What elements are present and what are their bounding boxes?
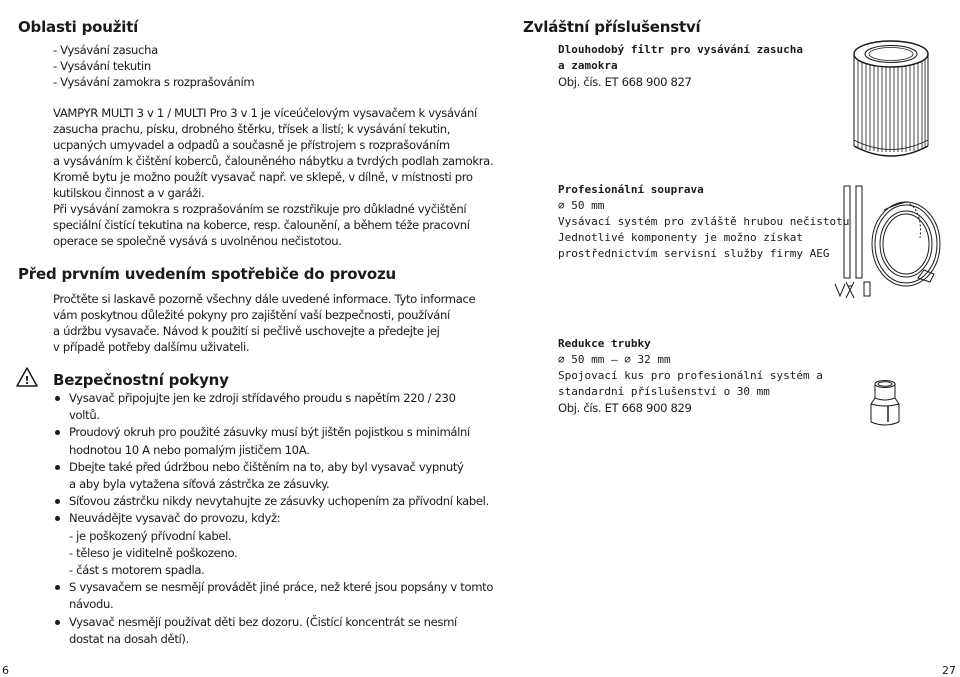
safety-continuation-line bbox=[53, 476, 493, 493]
bullet-icon bbox=[55, 430, 60, 435]
reducer-block bbox=[558, 336, 823, 416]
pro-kit-title: Profesionální souprava bbox=[558, 183, 704, 196]
bullet-icon bbox=[55, 465, 60, 470]
areas-list-item: - Vysávání zamokra s rozprašováním bbox=[53, 75, 255, 89]
pro-kit-image bbox=[826, 182, 954, 302]
safety-list bbox=[53, 390, 493, 648]
pro-kit-line: Vysávací systém pro zvláště hrubou nečistotu bbox=[558, 215, 850, 228]
bullet-icon bbox=[55, 585, 60, 590]
safety-text: a aby byla vytažena síťová zástrčka ze zásuvky. bbox=[69, 477, 330, 492]
safety-text: S vysavačem se nesmějí provádět jiné práce, než které jsou popsány v tomto bbox=[69, 580, 494, 595]
pro-kit-block bbox=[558, 182, 849, 262]
before-use-paragraph bbox=[53, 291, 475, 355]
safety-text: Dbejte také před údržbou nebo čištěním na to, aby byl vysavač vypnutý bbox=[69, 459, 464, 474]
reducer-line: Spojovací kus pro profesionální systém a bbox=[558, 369, 823, 382]
safety-bullet-item bbox=[53, 493, 493, 510]
filter-order-number: Obj. čís. ET 668 900 827 bbox=[558, 75, 692, 89]
areas-list-item: - Vysávání tekutin bbox=[53, 59, 151, 73]
safety-text: Síťovou zástrčku nikdy nevytahujte ze zásuvky uchopením za přívodní kabel. bbox=[69, 494, 489, 509]
safety-text: Vysavač připojujte jen ke zdroji střídavého proudu s napětím 220 / 230 bbox=[69, 391, 456, 405]
before-use-line: v případě potřeby dalšímu uživateli. bbox=[53, 340, 250, 354]
intro-line: kutilskou činnost a v garáži. bbox=[53, 186, 205, 200]
reducer-line: standardní příslušenství o 30 mm bbox=[558, 385, 770, 398]
intro-line: operace se společně vysává s uvolněnou nečistotou. bbox=[53, 234, 342, 248]
areas-list bbox=[53, 42, 254, 90]
reducer-pipe-image bbox=[868, 378, 902, 428]
reducer-order-number: Obj. čís. ET 668 900 829 bbox=[558, 401, 692, 415]
safety-continuation-line bbox=[53, 596, 493, 613]
safety-text: - část s motorem spadla. bbox=[69, 563, 205, 578]
reducer-line: ∅ 50 mm – ∅ 32 mm bbox=[558, 353, 671, 366]
safety-text: hodnotou 10 A nebo pomalým jističem 10A. bbox=[69, 442, 310, 457]
pro-kit-line: prostřednictvím servisní služby firmy AEG bbox=[558, 247, 830, 260]
before-use-title: Před prvním uvedením spotřebiče do provozu bbox=[18, 265, 396, 283]
filter-block bbox=[558, 42, 803, 90]
page-number-left: 6 bbox=[2, 664, 9, 677]
safety-continuation-line bbox=[53, 545, 493, 562]
safety-bullet-item bbox=[53, 390, 493, 407]
accessories-title: Zvláštní příslušenství bbox=[523, 18, 701, 36]
safety-text: Neuvádějte vysavač do provozu, když: bbox=[69, 511, 281, 526]
safety-bullet-item bbox=[53, 510, 493, 527]
before-use-line: vám poskytnou důležité pokyny pro zajištění vaší bezpečnosti, používání bbox=[53, 308, 450, 322]
intro-line: Při vysávání zamokra s rozprašováním se rozstřikuje pro důkladné vyčištění bbox=[53, 202, 467, 216]
intro-line: VAMPYR MULTI 3 v 1 / MULTI Pro 3 v 1 je víceúčelovým vysavačem k vysávání bbox=[53, 106, 477, 120]
pro-kit-line: Jednotlivé komponenty je možno získat bbox=[558, 231, 804, 244]
pro-kit-line: ∅ 50 mm bbox=[558, 199, 605, 212]
intro-line: speciální čistící tekutina na koberce, resp. čalounění, a během téže pracovní bbox=[53, 218, 470, 232]
warning-glyph: ! bbox=[24, 374, 30, 387]
safety-continuation-line bbox=[53, 631, 493, 648]
safety-bullet-item bbox=[53, 579, 493, 596]
safety-bullet-item bbox=[53, 614, 493, 631]
intro-line: Kromě bytu je možno použít vysavač např. ve sklepě, v dílně, v místnosti pro bbox=[53, 170, 473, 184]
safety-text: - je poškozený přívodní kabel. bbox=[69, 528, 232, 543]
safety-bullet-item bbox=[53, 424, 493, 441]
safety-text: dostat na dosah dětí). bbox=[69, 631, 189, 646]
intro-line: ucpaných umyvadel a odpadů a současně je přístrojem s rozprašováním bbox=[53, 138, 450, 152]
areas-list-item: - Vysávání zasucha bbox=[53, 43, 158, 57]
filter-title-line: Dlouhodobý filtr pro vysávání zasucha bbox=[558, 43, 804, 56]
intro-line: a vysáváním k čištění koberců, čalouněného nábytku a tvrdých podlah zamokra. bbox=[53, 154, 494, 168]
bullet-icon bbox=[55, 620, 60, 625]
intro-paragraph bbox=[53, 105, 493, 249]
safety-continuation-line bbox=[53, 528, 493, 545]
bullet-icon bbox=[55, 396, 60, 401]
before-use-line: a údržbu vysavače. Návod k použití si pečlivě uschovejte a předejte jej bbox=[53, 324, 440, 338]
safety-continuation-line bbox=[53, 407, 493, 424]
reducer-title: Redukce trubky bbox=[558, 337, 651, 350]
areas-title: Oblasti použití bbox=[18, 18, 139, 36]
filter-title-line: a zamokra bbox=[558, 59, 618, 72]
bullet-icon bbox=[55, 516, 60, 521]
safety-text: Vysavač nesmějí používat děti bez dozoru. (Čistící koncentrát se nesmí bbox=[69, 614, 457, 629]
safety-text: Proudový okruh pro použité zásuvky musí být jištěn pojistkou s minimální bbox=[69, 425, 470, 440]
bullet-icon bbox=[55, 499, 60, 504]
page-number-right: 27 bbox=[942, 664, 956, 677]
safety-text: voltů. bbox=[69, 408, 100, 423]
intro-line: zasucha prachu, písku, drobného štěrku, třísek a listí; k vysávání tekutin, bbox=[53, 122, 451, 136]
safety-continuation-line bbox=[53, 442, 493, 459]
safety-text: návodu. bbox=[69, 597, 114, 612]
warning-icon bbox=[16, 367, 38, 387]
safety-bullet-item bbox=[53, 459, 493, 476]
safety-text: - těleso je viditelně poškozeno. bbox=[69, 545, 238, 560]
before-use-line: Pročtěte si laskavě pozorně všechny dále uvedené informace. Tyto informace bbox=[53, 292, 476, 306]
safety-title: Bezpečnostní pokyny bbox=[53, 371, 229, 389]
filter-cartridge-image bbox=[850, 38, 932, 162]
safety-continuation-line bbox=[53, 562, 493, 579]
